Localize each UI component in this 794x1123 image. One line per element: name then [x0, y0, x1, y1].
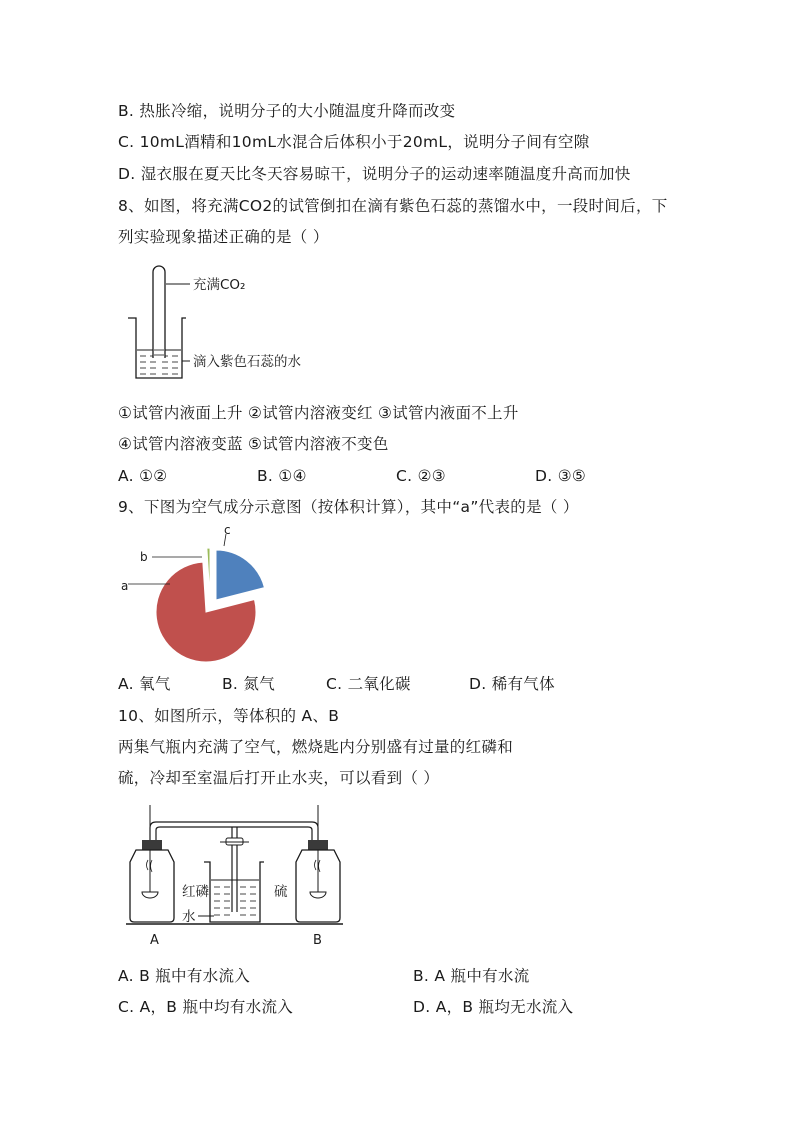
q8-water-dashes [140, 356, 178, 374]
q8-label-litmus-water: 滴入紫色石蕊的水 [193, 354, 301, 370]
q10-option-d: D. A，B 瓶均无水流入 [413, 998, 574, 1016]
q8-option-a: A. ①② [118, 467, 168, 485]
q10-label-bottle-a: A [150, 933, 159, 948]
q10-label-bottle-b: B [313, 933, 322, 948]
q9-option-d: D. 稀有气体 [469, 675, 555, 693]
q10-label-red-phosphorus: 红磷 [182, 884, 209, 900]
q9-option-c: C. 二氧化碳 [326, 675, 411, 693]
q10-option-b: B. A 瓶中有水流 [413, 967, 530, 985]
q9-label-c: c [224, 523, 231, 537]
q8-stem-line2: 列实验现象描述正确的是（ ） [118, 228, 329, 246]
q8-statements-line1: ①试管内液面上升 ②试管内溶液变红 ③试管内液面不上升 [118, 404, 519, 422]
q7-option-d: D. 湿衣服在夏天比冬天容易晾干，说明分子的运动速率随温度升高而加快 [118, 165, 631, 183]
pie-slice-c [216, 550, 264, 600]
q9-label-b: b [140, 550, 148, 564]
q7-option-b: B. 热胀冷缩，说明分子的大小随温度升降而改变 [118, 102, 456, 120]
q9-option-a: A. 氧气 [118, 675, 171, 693]
q10-stem-line1: 10、如图所示，等体积的 A、B [118, 707, 340, 725]
q9-air-composition-pie [118, 520, 278, 668]
q10-stem-line3: 硫，冷却至室温后打开止水夹，可以看到（ ） [118, 769, 440, 787]
q8-option-d: D. ③⑤ [535, 467, 587, 485]
q8-statements-line2: ④试管内溶液变蓝 ⑤试管内溶液不变色 [118, 435, 389, 453]
q8-option-c: C. ②③ [396, 467, 446, 485]
q10-label-sulfur: 硫 [274, 884, 288, 900]
q10-stem-line2: 两集气瓶内充满了空气，燃烧匙内分别盛有过量的红磷和 [118, 738, 514, 756]
q9-stem: 9、下图为空气成分示意图（按体积计算），其中“a”代表的是（ ） [118, 498, 579, 516]
q8-label-co2: 充满CO₂ [193, 277, 246, 293]
q7-option-c: C. 10mL酒精和10mL水混合后体积小于20mL，说明分子间有空隙 [118, 133, 590, 151]
q9-label-a: a [121, 579, 129, 593]
q8-stem-line1: 8、如图，将充满CO2的试管倒扣在滴有紫色石蕊的蒸馏水中，一段时间后，下 [118, 197, 668, 215]
q10-label-water: 水 [182, 909, 196, 925]
q10-option-a: A. B 瓶中有水流入 [118, 967, 251, 985]
q10-gas-bottles-figure [118, 800, 358, 952]
q8-test-tube-figure [118, 258, 358, 388]
q8-option-b: B. ①④ [257, 467, 307, 485]
q9-option-b: B. 氮气 [222, 675, 275, 693]
q10-option-c: C. A，B 瓶中均有水流入 [118, 998, 294, 1016]
pie-slice-b [207, 548, 210, 598]
